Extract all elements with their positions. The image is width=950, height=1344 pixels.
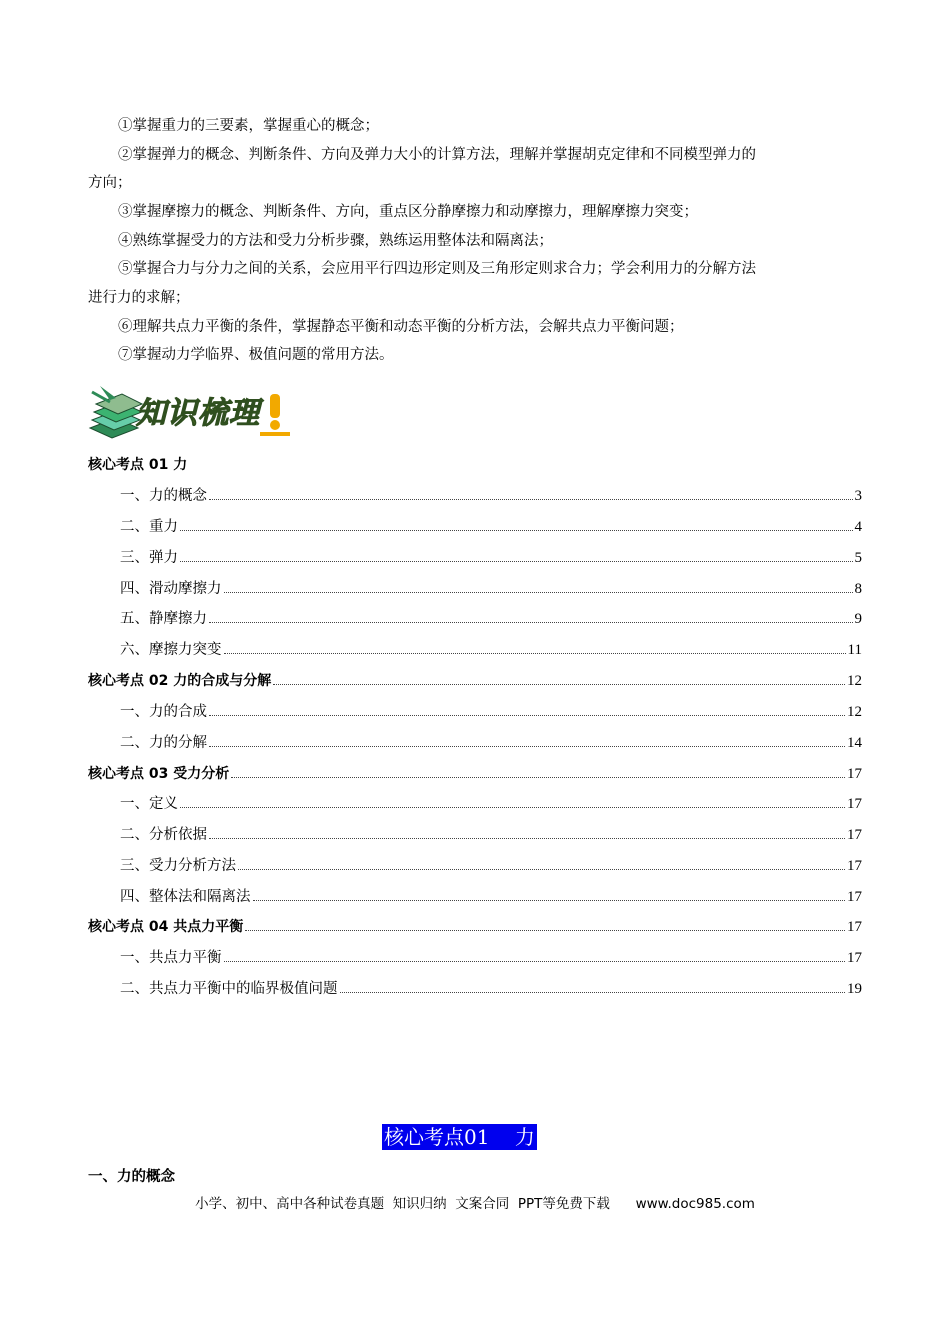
toc-page: 4 (854, 519, 862, 535)
toc-label: 二、共点力平衡中的临界极值问题 (120, 981, 338, 997)
toc-row[interactable] (88, 761, 862, 783)
goal-7: ⑦掌握动力学临界、极值问题的常用方法。 (118, 347, 394, 363)
toc-leader (180, 530, 853, 531)
toc-row[interactable] (120, 884, 862, 906)
toc-row[interactable] (120, 853, 862, 875)
goal-5: ⑤掌握合力与分力之间的关系，会应用平行四边形定则及三角形定则求合力；学会利用力的分解方法 (118, 261, 756, 277)
toc-leader (224, 592, 853, 593)
goal-3: ③掌握摩擦力的概念、判断条件、方向，重点区分静摩擦力和动摩擦力，理解摩擦力突变； (118, 204, 698, 220)
toc-leader (340, 992, 846, 993)
toc-label: 一、共点力平衡 (120, 950, 222, 966)
goal-1: ①掌握重力的三要素，掌握重心的概念； (118, 118, 379, 134)
toc-row[interactable] (120, 699, 862, 721)
toc-row[interactable] (120, 545, 862, 567)
toc-page: 17 (847, 858, 862, 874)
toc-leader (180, 561, 853, 562)
toc-page: 11 (847, 642, 862, 658)
toc-row[interactable] (120, 637, 862, 659)
toc-leader (209, 838, 845, 839)
toc-page: 5 (854, 550, 862, 566)
toc-page: 17 (847, 766, 862, 782)
toc-leader (209, 746, 845, 747)
toc-page: 17 (847, 889, 862, 905)
toc-label: 一、力的概念 (120, 488, 207, 504)
sub-heading: 一、力的概念 (88, 1169, 175, 1185)
toc-label: 一、力的合成 (120, 704, 207, 720)
toc-row[interactable] (120, 730, 862, 752)
toc-page: 12 (847, 673, 862, 689)
toc-leader (224, 961, 846, 962)
toc-leader (231, 777, 845, 778)
toc-leader (253, 900, 846, 901)
toc-label: 核心考点 01 力 (88, 457, 188, 473)
toc-page: 17 (847, 919, 862, 935)
toc-label: 核心考点 03 受力分析 (88, 766, 230, 782)
toc-label: 五、静摩擦力 (120, 611, 207, 627)
knowledge-banner (86, 378, 296, 440)
toc-row[interactable] (120, 483, 862, 505)
toc-page: 17 (847, 827, 862, 843)
goal-6: ⑥理解共点力平衡的条件，掌握静态平衡和动态平衡的分析方法，会解共点力平衡问题； (118, 319, 684, 335)
toc-row[interactable] (120, 945, 862, 967)
toc-leader (209, 499, 853, 500)
toc-row[interactable] (120, 576, 862, 598)
toc-leader (245, 930, 845, 931)
toc-row[interactable] (120, 514, 862, 536)
toc-leader (273, 684, 845, 685)
toc-row[interactable] (120, 791, 862, 813)
toc-label: 六、摩擦力突变 (120, 642, 222, 658)
goal-4: ④熟练掌握受力的方法和受力分析步骤，熟练运用整体法和隔离法； (118, 233, 553, 249)
toc-row[interactable] (88, 668, 862, 690)
toc-page: 9 (854, 611, 862, 627)
toc-page: 8 (854, 581, 862, 597)
toc-label: 四、整体法和隔离法 (120, 889, 251, 905)
toc-label: 核心考点 04 共点力平衡 (88, 919, 244, 935)
toc-leader (238, 869, 845, 870)
toc-page: 17 (847, 950, 862, 966)
toc-label: 二、力的分解 (120, 735, 207, 751)
goal-2: ②掌握弹力的概念、判断条件、方向及弹力大小的计算方法，理解并掌握胡克定律和不同模型弹力的 (118, 147, 756, 163)
toc-label: 四、滑动摩擦力 (120, 581, 222, 597)
toc-page: 19 (847, 981, 862, 997)
toc-leader (224, 653, 846, 654)
toc-row[interactable] (120, 606, 862, 628)
toc-page: 17 (847, 796, 862, 812)
toc-label: 三、弹力 (120, 550, 178, 566)
section-title: 核心考点01 力 (384, 1125, 535, 1149)
toc-label: 二、重力 (120, 519, 178, 535)
toc-leader (209, 622, 853, 623)
toc-label: 三、受力分析方法 (120, 858, 236, 874)
toc-label: 一、定义 (120, 796, 178, 812)
toc-page: 3 (854, 488, 862, 504)
toc-row[interactable] (120, 976, 862, 998)
toc-leader (180, 807, 845, 808)
toc-label: 核心考点 02 力的合成与分解 (88, 673, 272, 689)
goal-5-cont: 进行力的求解； (88, 290, 190, 306)
toc-row[interactable] (88, 914, 862, 936)
toc-row[interactable] (88, 452, 862, 474)
toc-leader (209, 715, 845, 716)
banner-title: 知识梳理 (136, 396, 260, 431)
toc-row[interactable] (120, 822, 862, 844)
footer-text: 小学、初中、高中各种试卷真题 知识归纳 文案合同 PPT等免费下载 www.doc985.com (195, 1196, 755, 1212)
toc-page: 12 (847, 704, 862, 720)
toc-label: 二、分析依据 (120, 827, 207, 843)
goal-2-cont: 方向； (88, 175, 132, 191)
toc-page: 14 (847, 735, 862, 751)
exclamation-icon (260, 392, 290, 436)
